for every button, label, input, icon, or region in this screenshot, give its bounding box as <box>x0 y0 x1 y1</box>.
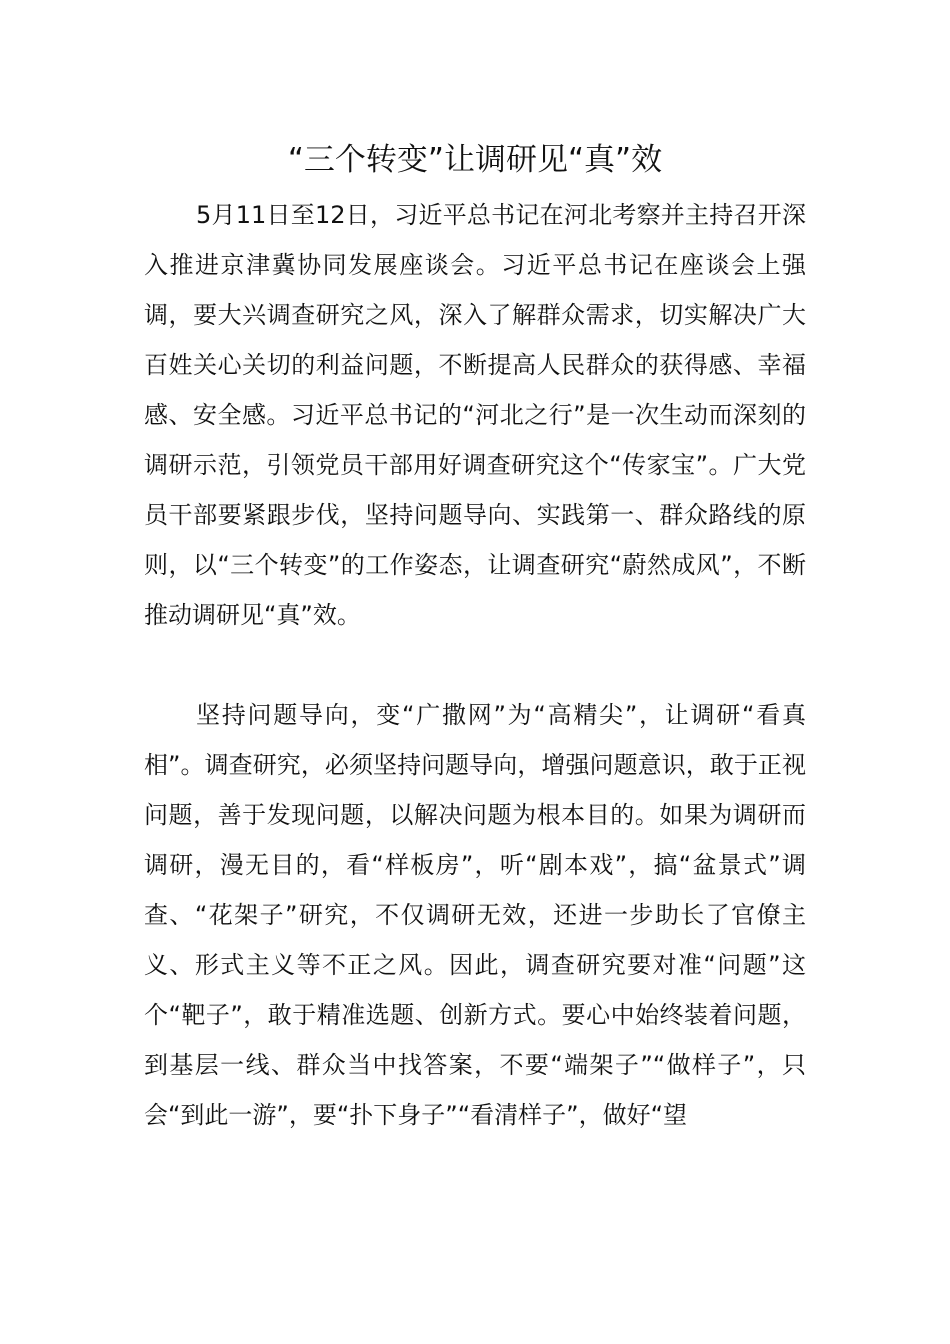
document-page <box>144 118 806 1140</box>
paragraph-spacer <box>144 640 806 690</box>
paragraph-intro: 5月11日至12日，习近平总书记在河北考察并主持召开深入推进京津冀协同发展座谈会。习近平总书记在座谈会上强调，要大兴调查研究之风，深入了解群众需求，切实解决广大百姓关心关切的利益问题，不断提高人民群众的获得感、幸福感、安全感。习近平总书记的“河北之行”是一次生动而深刻的调研示范，引领党员干部用好调查研究这个“传家宝”。广大党员干部要紧跟步伐，坚持问题导向、实践第一、群众路线的原则，以“三个转变”的工作姿态，让调查研究“蔚然成风”，不断推动调研见“真”效。 <box>144 201 806 629</box>
paragraph-problem-orientation: 坚持问题导向，变“广撒网”为“高精尖”，让调研“看真相”。调查研究，必须坚持问题导向，增强问题意识，敢于正视问题，善于发现问题，以解决问题为根本目的。如果为调研而调研，漫无目的，看“样板房”，听“剧本戏”，搞“盆景式”调查、“花架子”研究，不仅调研无效，还进一步助长了官僚主义、形式主义等不正之风。因此，调查研究要对准“问题”这个“靶子”，敢于精准选题、创新方式。要心中始终装着问题，到基层一线、群众当中找答案，不要“端架子”“做样子”，只会“到此一游”，要“扑下身子”“看清样子”，做好“望 <box>144 701 806 1129</box>
document-title: “三个转变”让调研见“真”效 <box>287 142 663 178</box>
